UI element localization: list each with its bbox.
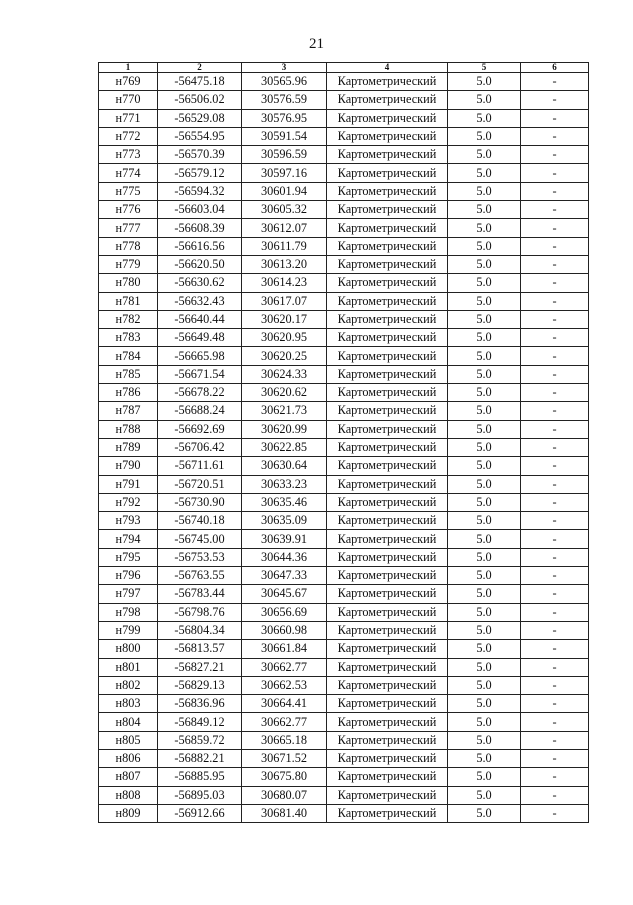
point-id-cell: н773 xyxy=(99,146,158,164)
point-id-cell: н807 xyxy=(99,768,158,786)
table-row xyxy=(99,329,589,347)
x-coordinate-cell: -56475.18 xyxy=(158,73,242,91)
point-id-cell: н794 xyxy=(99,530,158,548)
method-cell: Картометрический xyxy=(327,457,448,475)
accuracy-cell: 5.0 xyxy=(448,457,521,475)
point-id-cell: н772 xyxy=(99,127,158,145)
description-cell: - xyxy=(521,237,589,255)
description-cell: - xyxy=(521,768,589,786)
x-coordinate-cell: -56753.53 xyxy=(158,548,242,566)
x-coordinate-cell: -56665.98 xyxy=(158,347,242,365)
point-id-cell: н798 xyxy=(99,603,158,621)
point-id-cell: н804 xyxy=(99,713,158,731)
method-cell: Картометрический xyxy=(327,768,448,786)
table-row xyxy=(99,237,589,255)
x-coordinate-cell: -56506.02 xyxy=(158,91,242,109)
method-cell: Картометрический xyxy=(327,420,448,438)
x-coordinate-cell: -56630.62 xyxy=(158,274,242,292)
description-cell: - xyxy=(521,786,589,804)
accuracy-cell: 5.0 xyxy=(448,768,521,786)
table-row xyxy=(99,73,589,91)
description-cell: - xyxy=(521,347,589,365)
x-coordinate-cell: -56730.90 xyxy=(158,493,242,511)
accuracy-cell: 5.0 xyxy=(448,548,521,566)
point-id-cell: н782 xyxy=(99,310,158,328)
point-id-cell: н792 xyxy=(99,493,158,511)
accuracy-cell: 5.0 xyxy=(448,201,521,219)
table-row xyxy=(99,310,589,328)
column-header-2: 2 xyxy=(158,63,242,73)
point-id-cell: н803 xyxy=(99,695,158,713)
point-id-cell: н799 xyxy=(99,621,158,639)
description-cell: - xyxy=(521,182,589,200)
table-row xyxy=(99,548,589,566)
point-id-cell: н791 xyxy=(99,475,158,493)
table-header-row xyxy=(99,63,589,73)
description-cell: - xyxy=(521,457,589,475)
point-id-cell: н781 xyxy=(99,292,158,310)
method-cell: Картометрический xyxy=(327,182,448,200)
table-row xyxy=(99,475,589,493)
table-row xyxy=(99,512,589,530)
description-cell: - xyxy=(521,219,589,237)
x-coordinate-cell: -56740.18 xyxy=(158,512,242,530)
y-coordinate-cell: 30675.80 xyxy=(242,768,327,786)
description-cell: - xyxy=(521,292,589,310)
point-id-cell: н796 xyxy=(99,567,158,585)
description-cell: - xyxy=(521,310,589,328)
accuracy-cell: 5.0 xyxy=(448,91,521,109)
point-id-cell: н778 xyxy=(99,237,158,255)
accuracy-cell: 5.0 xyxy=(448,402,521,420)
x-coordinate-cell: -56829.13 xyxy=(158,676,242,694)
point-id-cell: н784 xyxy=(99,347,158,365)
accuracy-cell: 5.0 xyxy=(448,493,521,511)
table-row xyxy=(99,804,589,822)
description-cell: - xyxy=(521,329,589,347)
point-id-cell: н783 xyxy=(99,329,158,347)
method-cell: Картометрический xyxy=(327,347,448,365)
x-coordinate-cell: -56720.51 xyxy=(158,475,242,493)
method-cell: Картометрический xyxy=(327,91,448,109)
method-cell: Картометрический xyxy=(327,749,448,767)
x-coordinate-cell: -56763.55 xyxy=(158,567,242,585)
x-coordinate-cell: -56570.39 xyxy=(158,146,242,164)
table-row xyxy=(99,384,589,402)
y-coordinate-cell: 30664.41 xyxy=(242,695,327,713)
table-body xyxy=(99,73,589,823)
x-coordinate-cell: -56678.22 xyxy=(158,384,242,402)
point-id-cell: н800 xyxy=(99,640,158,658)
y-coordinate-cell: 30661.84 xyxy=(242,640,327,658)
x-coordinate-cell: -56649.48 xyxy=(158,329,242,347)
y-coordinate-cell: 30596.59 xyxy=(242,146,327,164)
point-id-cell: н787 xyxy=(99,402,158,420)
page-number: 21 xyxy=(309,36,324,52)
point-id-cell: н809 xyxy=(99,804,158,822)
x-coordinate-cell: -56706.42 xyxy=(158,438,242,456)
method-cell: Картометрический xyxy=(327,621,448,639)
accuracy-cell: 5.0 xyxy=(448,310,521,328)
description-cell: - xyxy=(521,73,589,91)
x-coordinate-cell: -56882.21 xyxy=(158,749,242,767)
y-coordinate-cell: 30656.69 xyxy=(242,603,327,621)
y-coordinate-cell: 30591.54 xyxy=(242,127,327,145)
x-coordinate-cell: -56711.61 xyxy=(158,457,242,475)
x-coordinate-cell: -56798.76 xyxy=(158,603,242,621)
description-cell: - xyxy=(521,731,589,749)
accuracy-cell: 5.0 xyxy=(448,713,521,731)
y-coordinate-cell: 30635.09 xyxy=(242,512,327,530)
accuracy-cell: 5.0 xyxy=(448,219,521,237)
description-cell: - xyxy=(521,438,589,456)
y-coordinate-cell: 30576.59 xyxy=(242,91,327,109)
method-cell: Картометрический xyxy=(327,109,448,127)
method-cell: Картометрический xyxy=(327,713,448,731)
column-header-3: 3 xyxy=(242,63,327,73)
description-cell: - xyxy=(521,548,589,566)
point-id-cell: н785 xyxy=(99,365,158,383)
y-coordinate-cell: 30624.33 xyxy=(242,365,327,383)
table-row xyxy=(99,731,589,749)
y-coordinate-cell: 30622.85 xyxy=(242,438,327,456)
y-coordinate-cell: 30613.20 xyxy=(242,255,327,273)
coordinates-table xyxy=(98,62,589,823)
method-cell: Картометрический xyxy=(327,73,448,91)
method-cell: Картометрический xyxy=(327,201,448,219)
table-row xyxy=(99,658,589,676)
table-row xyxy=(99,91,589,109)
description-cell: - xyxy=(521,164,589,182)
description-cell: - xyxy=(521,530,589,548)
y-coordinate-cell: 30660.98 xyxy=(242,621,327,639)
x-coordinate-cell: -56529.08 xyxy=(158,109,242,127)
method-cell: Картометрический xyxy=(327,567,448,585)
description-cell: - xyxy=(521,201,589,219)
y-coordinate-cell: 30647.33 xyxy=(242,567,327,585)
method-cell: Картометрический xyxy=(327,292,448,310)
accuracy-cell: 5.0 xyxy=(448,329,521,347)
y-coordinate-cell: 30630.64 xyxy=(242,457,327,475)
method-cell: Картометрический xyxy=(327,695,448,713)
accuracy-cell: 5.0 xyxy=(448,530,521,548)
table-row xyxy=(99,164,589,182)
description-cell: - xyxy=(521,384,589,402)
method-cell: Картометрический xyxy=(327,658,448,676)
y-coordinate-cell: 30611.79 xyxy=(242,237,327,255)
table-row xyxy=(99,274,589,292)
method-cell: Картометрический xyxy=(327,786,448,804)
accuracy-cell: 5.0 xyxy=(448,127,521,145)
point-id-cell: н771 xyxy=(99,109,158,127)
accuracy-cell: 5.0 xyxy=(448,695,521,713)
method-cell: Картометрический xyxy=(327,585,448,603)
method-cell: Картометрический xyxy=(327,255,448,273)
point-id-cell: н795 xyxy=(99,548,158,566)
y-coordinate-cell: 30662.77 xyxy=(242,713,327,731)
y-coordinate-cell: 30620.25 xyxy=(242,347,327,365)
x-coordinate-cell: -56640.44 xyxy=(158,310,242,328)
y-coordinate-cell: 30614.23 xyxy=(242,274,327,292)
accuracy-cell: 5.0 xyxy=(448,73,521,91)
x-coordinate-cell: -56783.44 xyxy=(158,585,242,603)
table-row xyxy=(99,109,589,127)
method-cell: Картометрический xyxy=(327,530,448,548)
y-coordinate-cell: 30644.36 xyxy=(242,548,327,566)
x-coordinate-cell: -56827.21 xyxy=(158,658,242,676)
method-cell: Картометрический xyxy=(327,402,448,420)
y-coordinate-cell: 30639.91 xyxy=(242,530,327,548)
accuracy-cell: 5.0 xyxy=(448,182,521,200)
table-row xyxy=(99,292,589,310)
method-cell: Картометрический xyxy=(327,475,448,493)
point-id-cell: н775 xyxy=(99,182,158,200)
method-cell: Картометрический xyxy=(327,365,448,383)
y-coordinate-cell: 30617.07 xyxy=(242,292,327,310)
y-coordinate-cell: 30620.95 xyxy=(242,329,327,347)
table-row xyxy=(99,567,589,585)
description-cell: - xyxy=(521,695,589,713)
table-row xyxy=(99,713,589,731)
column-header-4: 4 xyxy=(327,63,448,73)
table-row xyxy=(99,438,589,456)
y-coordinate-cell: 30620.99 xyxy=(242,420,327,438)
x-coordinate-cell: -56859.72 xyxy=(158,731,242,749)
point-id-cell: н790 xyxy=(99,457,158,475)
x-coordinate-cell: -56594.32 xyxy=(158,182,242,200)
x-coordinate-cell: -56895.03 xyxy=(158,786,242,804)
point-id-cell: н770 xyxy=(99,91,158,109)
table-row xyxy=(99,420,589,438)
accuracy-cell: 5.0 xyxy=(448,567,521,585)
description-cell: - xyxy=(521,640,589,658)
x-coordinate-cell: -56849.12 xyxy=(158,713,242,731)
accuracy-cell: 5.0 xyxy=(448,255,521,273)
y-coordinate-cell: 30681.40 xyxy=(242,804,327,822)
table-row xyxy=(99,146,589,164)
table-row xyxy=(99,182,589,200)
x-coordinate-cell: -56836.96 xyxy=(158,695,242,713)
y-coordinate-cell: 30635.46 xyxy=(242,493,327,511)
accuracy-cell: 5.0 xyxy=(448,438,521,456)
description-cell: - xyxy=(521,365,589,383)
table-row xyxy=(99,457,589,475)
method-cell: Картометрический xyxy=(327,164,448,182)
y-coordinate-cell: 30621.73 xyxy=(242,402,327,420)
accuracy-cell: 5.0 xyxy=(448,658,521,676)
method-cell: Картометрический xyxy=(327,438,448,456)
x-coordinate-cell: -56603.04 xyxy=(158,201,242,219)
accuracy-cell: 5.0 xyxy=(448,749,521,767)
point-id-cell: н805 xyxy=(99,731,158,749)
accuracy-cell: 5.0 xyxy=(448,804,521,822)
description-cell: - xyxy=(521,512,589,530)
method-cell: Картометрический xyxy=(327,329,448,347)
point-id-cell: н774 xyxy=(99,164,158,182)
x-coordinate-cell: -56692.69 xyxy=(158,420,242,438)
method-cell: Картометрический xyxy=(327,676,448,694)
y-coordinate-cell: 30605.32 xyxy=(242,201,327,219)
description-cell: - xyxy=(521,493,589,511)
table-row xyxy=(99,676,589,694)
description-cell: - xyxy=(521,713,589,731)
point-id-cell: н777 xyxy=(99,219,158,237)
y-coordinate-cell: 30665.18 xyxy=(242,731,327,749)
accuracy-cell: 5.0 xyxy=(448,237,521,255)
accuracy-cell: 5.0 xyxy=(448,347,521,365)
accuracy-cell: 5.0 xyxy=(448,676,521,694)
accuracy-cell: 5.0 xyxy=(448,420,521,438)
accuracy-cell: 5.0 xyxy=(448,603,521,621)
accuracy-cell: 5.0 xyxy=(448,109,521,127)
method-cell: Картометрический xyxy=(327,493,448,511)
description-cell: - xyxy=(521,146,589,164)
y-coordinate-cell: 30597.16 xyxy=(242,164,327,182)
description-cell: - xyxy=(521,621,589,639)
description-cell: - xyxy=(521,658,589,676)
point-id-cell: н797 xyxy=(99,585,158,603)
description-cell: - xyxy=(521,804,589,822)
description-cell: - xyxy=(521,109,589,127)
description-cell: - xyxy=(521,749,589,767)
table-row xyxy=(99,201,589,219)
method-cell: Картометрический xyxy=(327,384,448,402)
description-cell: - xyxy=(521,585,589,603)
x-coordinate-cell: -56616.56 xyxy=(158,237,242,255)
table-row xyxy=(99,402,589,420)
x-coordinate-cell: -56632.43 xyxy=(158,292,242,310)
description-cell: - xyxy=(521,127,589,145)
point-id-cell: н802 xyxy=(99,676,158,694)
y-coordinate-cell: 30620.62 xyxy=(242,384,327,402)
description-cell: - xyxy=(521,274,589,292)
point-id-cell: н776 xyxy=(99,201,158,219)
point-id-cell: н779 xyxy=(99,255,158,273)
x-coordinate-cell: -56813.57 xyxy=(158,640,242,658)
x-coordinate-cell: -56671.54 xyxy=(158,365,242,383)
description-cell: - xyxy=(521,475,589,493)
description-cell: - xyxy=(521,91,589,109)
x-coordinate-cell: -56912.66 xyxy=(158,804,242,822)
description-cell: - xyxy=(521,567,589,585)
accuracy-cell: 5.0 xyxy=(448,475,521,493)
y-coordinate-cell: 30645.67 xyxy=(242,585,327,603)
table-row xyxy=(99,695,589,713)
point-id-cell: н801 xyxy=(99,658,158,676)
x-coordinate-cell: -56745.00 xyxy=(158,530,242,548)
method-cell: Картометрический xyxy=(327,603,448,621)
accuracy-cell: 5.0 xyxy=(448,585,521,603)
method-cell: Картометрический xyxy=(327,146,448,164)
description-cell: - xyxy=(521,255,589,273)
accuracy-cell: 5.0 xyxy=(448,384,521,402)
method-cell: Картометрический xyxy=(327,310,448,328)
method-cell: Картометрический xyxy=(327,640,448,658)
accuracy-cell: 5.0 xyxy=(448,365,521,383)
accuracy-cell: 5.0 xyxy=(448,621,521,639)
x-coordinate-cell: -56554.95 xyxy=(158,127,242,145)
accuracy-cell: 5.0 xyxy=(448,512,521,530)
y-coordinate-cell: 30620.17 xyxy=(242,310,327,328)
y-coordinate-cell: 30565.96 xyxy=(242,73,327,91)
table-row xyxy=(99,255,589,273)
x-coordinate-cell: -56620.50 xyxy=(158,255,242,273)
table-row xyxy=(99,749,589,767)
method-cell: Картометрический xyxy=(327,237,448,255)
accuracy-cell: 5.0 xyxy=(448,274,521,292)
table-row xyxy=(99,585,589,603)
table-row xyxy=(99,347,589,365)
method-cell: Картометрический xyxy=(327,512,448,530)
y-coordinate-cell: 30662.53 xyxy=(242,676,327,694)
x-coordinate-cell: -56608.39 xyxy=(158,219,242,237)
table-row xyxy=(99,530,589,548)
point-id-cell: н793 xyxy=(99,512,158,530)
method-cell: Картометрический xyxy=(327,731,448,749)
x-coordinate-cell: -56804.34 xyxy=(158,621,242,639)
accuracy-cell: 5.0 xyxy=(448,292,521,310)
method-cell: Картометрический xyxy=(327,274,448,292)
y-coordinate-cell: 30576.95 xyxy=(242,109,327,127)
description-cell: - xyxy=(521,676,589,694)
table-row xyxy=(99,219,589,237)
table-row xyxy=(99,127,589,145)
accuracy-cell: 5.0 xyxy=(448,146,521,164)
method-cell: Картометрический xyxy=(327,127,448,145)
point-id-cell: н769 xyxy=(99,73,158,91)
table-row xyxy=(99,786,589,804)
x-coordinate-cell: -56579.12 xyxy=(158,164,242,182)
y-coordinate-cell: 30612.07 xyxy=(242,219,327,237)
y-coordinate-cell: 30601.94 xyxy=(242,182,327,200)
accuracy-cell: 5.0 xyxy=(448,164,521,182)
point-id-cell: н788 xyxy=(99,420,158,438)
description-cell: - xyxy=(521,420,589,438)
description-cell: - xyxy=(521,603,589,621)
table-row xyxy=(99,621,589,639)
point-id-cell: н786 xyxy=(99,384,158,402)
column-header-1: 1 xyxy=(99,63,158,73)
y-coordinate-cell: 30633.23 xyxy=(242,475,327,493)
accuracy-cell: 5.0 xyxy=(448,640,521,658)
method-cell: Картометрический xyxy=(327,219,448,237)
accuracy-cell: 5.0 xyxy=(448,731,521,749)
x-coordinate-cell: -56885.95 xyxy=(158,768,242,786)
method-cell: Картометрический xyxy=(327,804,448,822)
table-row xyxy=(99,640,589,658)
y-coordinate-cell: 30662.77 xyxy=(242,658,327,676)
table-row xyxy=(99,768,589,786)
y-coordinate-cell: 30671.52 xyxy=(242,749,327,767)
table-row xyxy=(99,493,589,511)
description-cell: - xyxy=(521,402,589,420)
column-header-5: 5 xyxy=(448,63,521,73)
point-id-cell: н808 xyxy=(99,786,158,804)
table-row xyxy=(99,365,589,383)
point-id-cell: н789 xyxy=(99,438,158,456)
point-id-cell: н806 xyxy=(99,749,158,767)
column-header-6: 6 xyxy=(521,63,589,73)
x-coordinate-cell: -56688.24 xyxy=(158,402,242,420)
point-id-cell: н780 xyxy=(99,274,158,292)
table-row xyxy=(99,603,589,621)
accuracy-cell: 5.0 xyxy=(448,786,521,804)
method-cell: Картометрический xyxy=(327,548,448,566)
y-coordinate-cell: 30680.07 xyxy=(242,786,327,804)
